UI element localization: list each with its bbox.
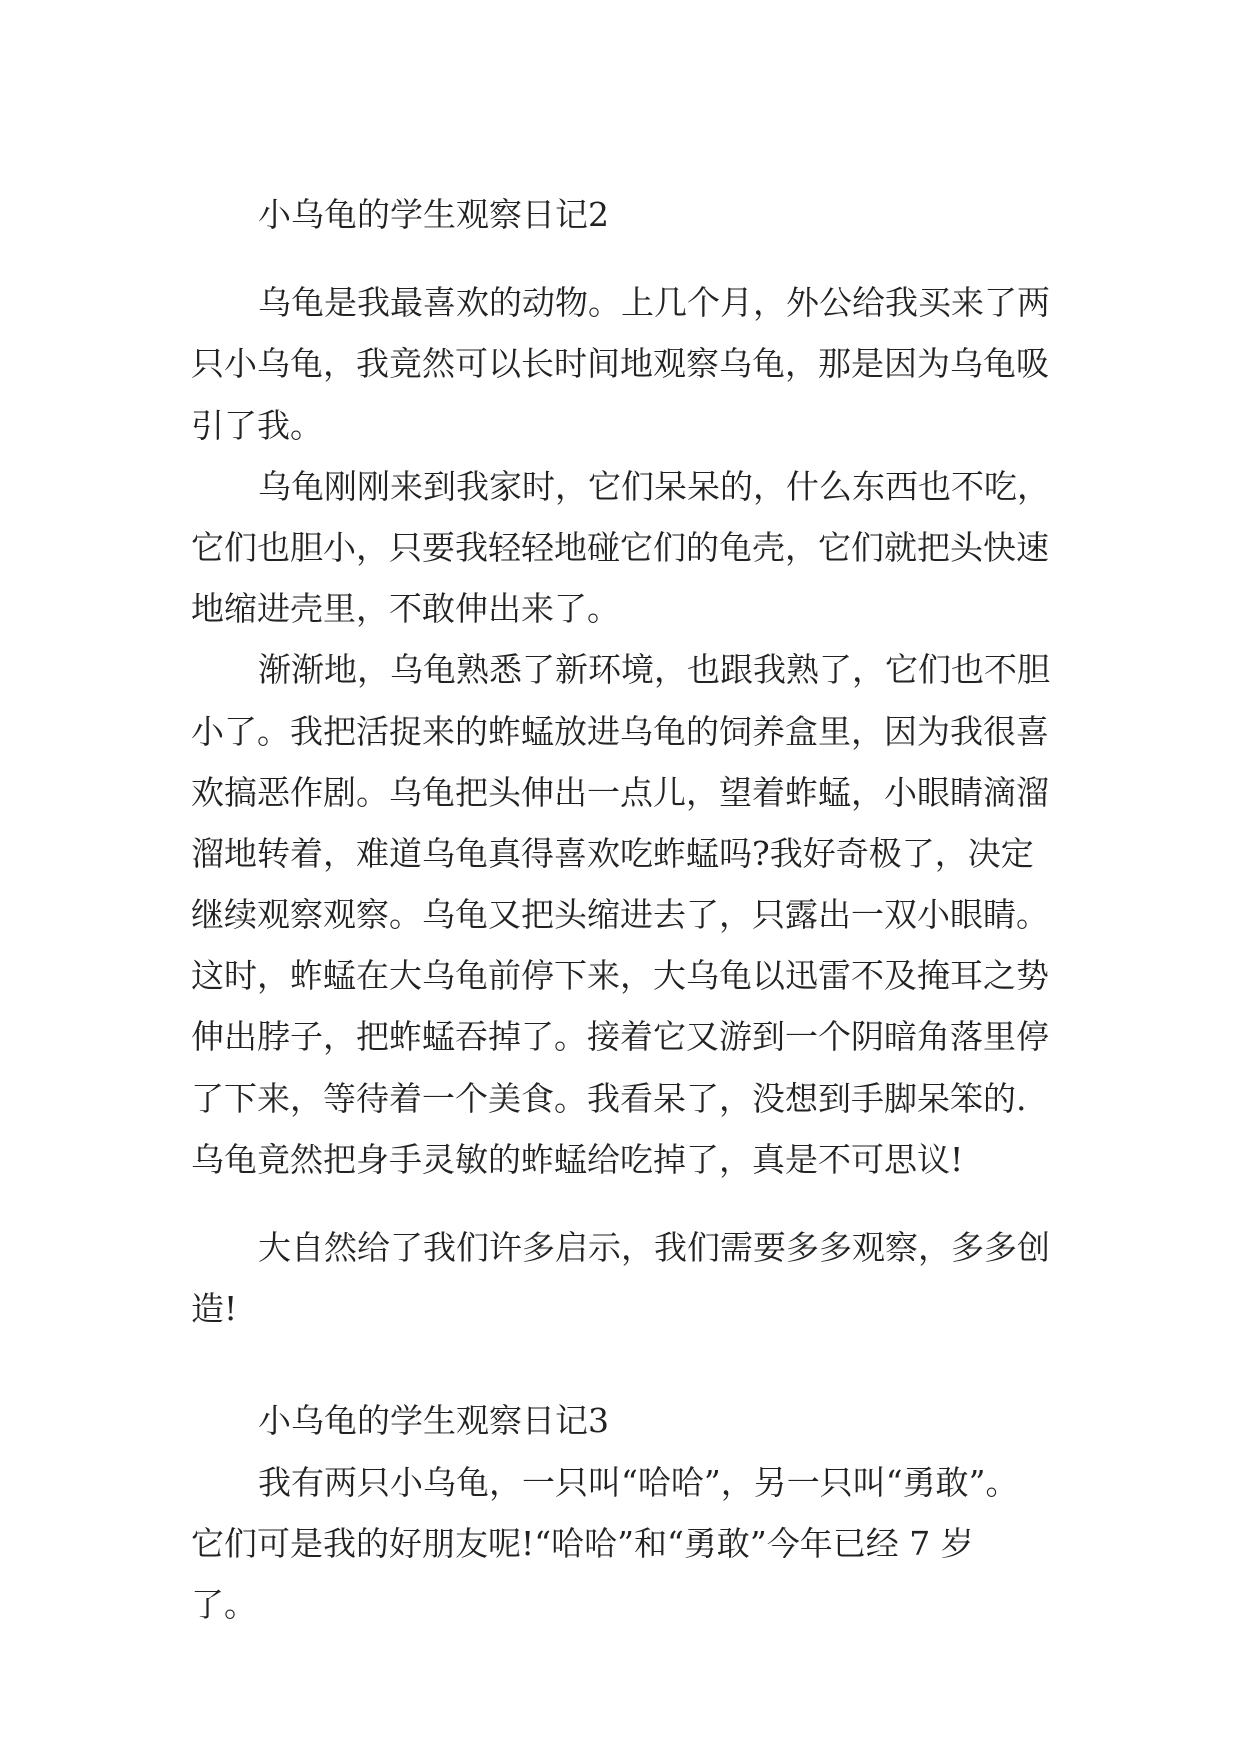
section-title: 小乌龟的学生观察日记2 <box>258 195 609 234</box>
text-line: 它们也胆小，只要我轻轻地碰它们的龟壳，它们就把头快速 <box>191 527 1049 567</box>
text-line: 乌龟刚刚来到我家时，它们呆呆的，什么东西也不吃， <box>258 466 1050 506</box>
text-line: 引了我。 <box>191 405 323 445</box>
text-line: 渐渐地，乌龟熟悉了新环境，也跟我熟了，它们也不胆 <box>258 650 1050 690</box>
text-line: 乌龟是我最喜欢的动物。上几个月，外公给我买来了两 <box>258 283 1050 323</box>
text-line: 继续观察观察。乌龟又把头缩进去了，只露出一双小眼睛。 <box>191 895 1049 935</box>
text-line: 溜地转着，难道乌龟真得喜欢吃蚱蜢吗?我好奇极了，决定 <box>191 833 1034 873</box>
text-line: 只小乌龟，我竟然可以长时间地观察乌龟，那是因为乌龟吸 <box>191 344 1049 384</box>
section-title: 小乌龟的学生观察日记3 <box>258 1401 609 1441</box>
text-line: 大自然给了我们许多启示，我们需要多多观察，多多创 <box>258 1228 1050 1267</box>
text-line: 地缩进壳里，不敢伸出来了。 <box>191 589 620 629</box>
text-line: 造! <box>191 1289 238 1329</box>
text-line: 欢搞恶作剧。乌龟把头伸出一点儿，望着蚱蜢，小眼睛滴溜 <box>191 772 1049 812</box>
paragraph <box>191 1217 1241 1339</box>
text-line: 小了。我把活捉来的蚱蜢放进乌龟的饲养盒里，因为我很喜 <box>191 711 1049 751</box>
paragraph <box>191 1452 1241 1636</box>
text-line: 这时，蚱蜢在大乌龟前停下来，大乌龟以迅雷不及掩耳之势 <box>191 956 1049 996</box>
text-line: 了。 <box>191 1584 257 1624</box>
paragraph <box>191 639 1241 1190</box>
text-line: 乌龟竟然把身手灵敏的蚱蜢给吃掉了，真是不可思议! <box>191 1139 964 1179</box>
text-line: 我有两只小乌龟，一只叫“哈哈”，另一只叫“勇敢”。 <box>258 1462 1019 1502</box>
text-line: 伸出脖子，把蚱蜢吞掉了。接着它又游到一个阴暗角落里停 <box>191 1017 1049 1057</box>
text-line: 它们可是我的好朋友呢!“哈哈”和“勇敢”今年已经 7 岁 <box>191 1523 974 1563</box>
paragraph <box>191 272 1241 456</box>
text-line: 了下来，等待着一个美食。我看呆了，没想到手脚呆笨的. <box>191 1078 1027 1118</box>
paragraph <box>191 456 1241 640</box>
